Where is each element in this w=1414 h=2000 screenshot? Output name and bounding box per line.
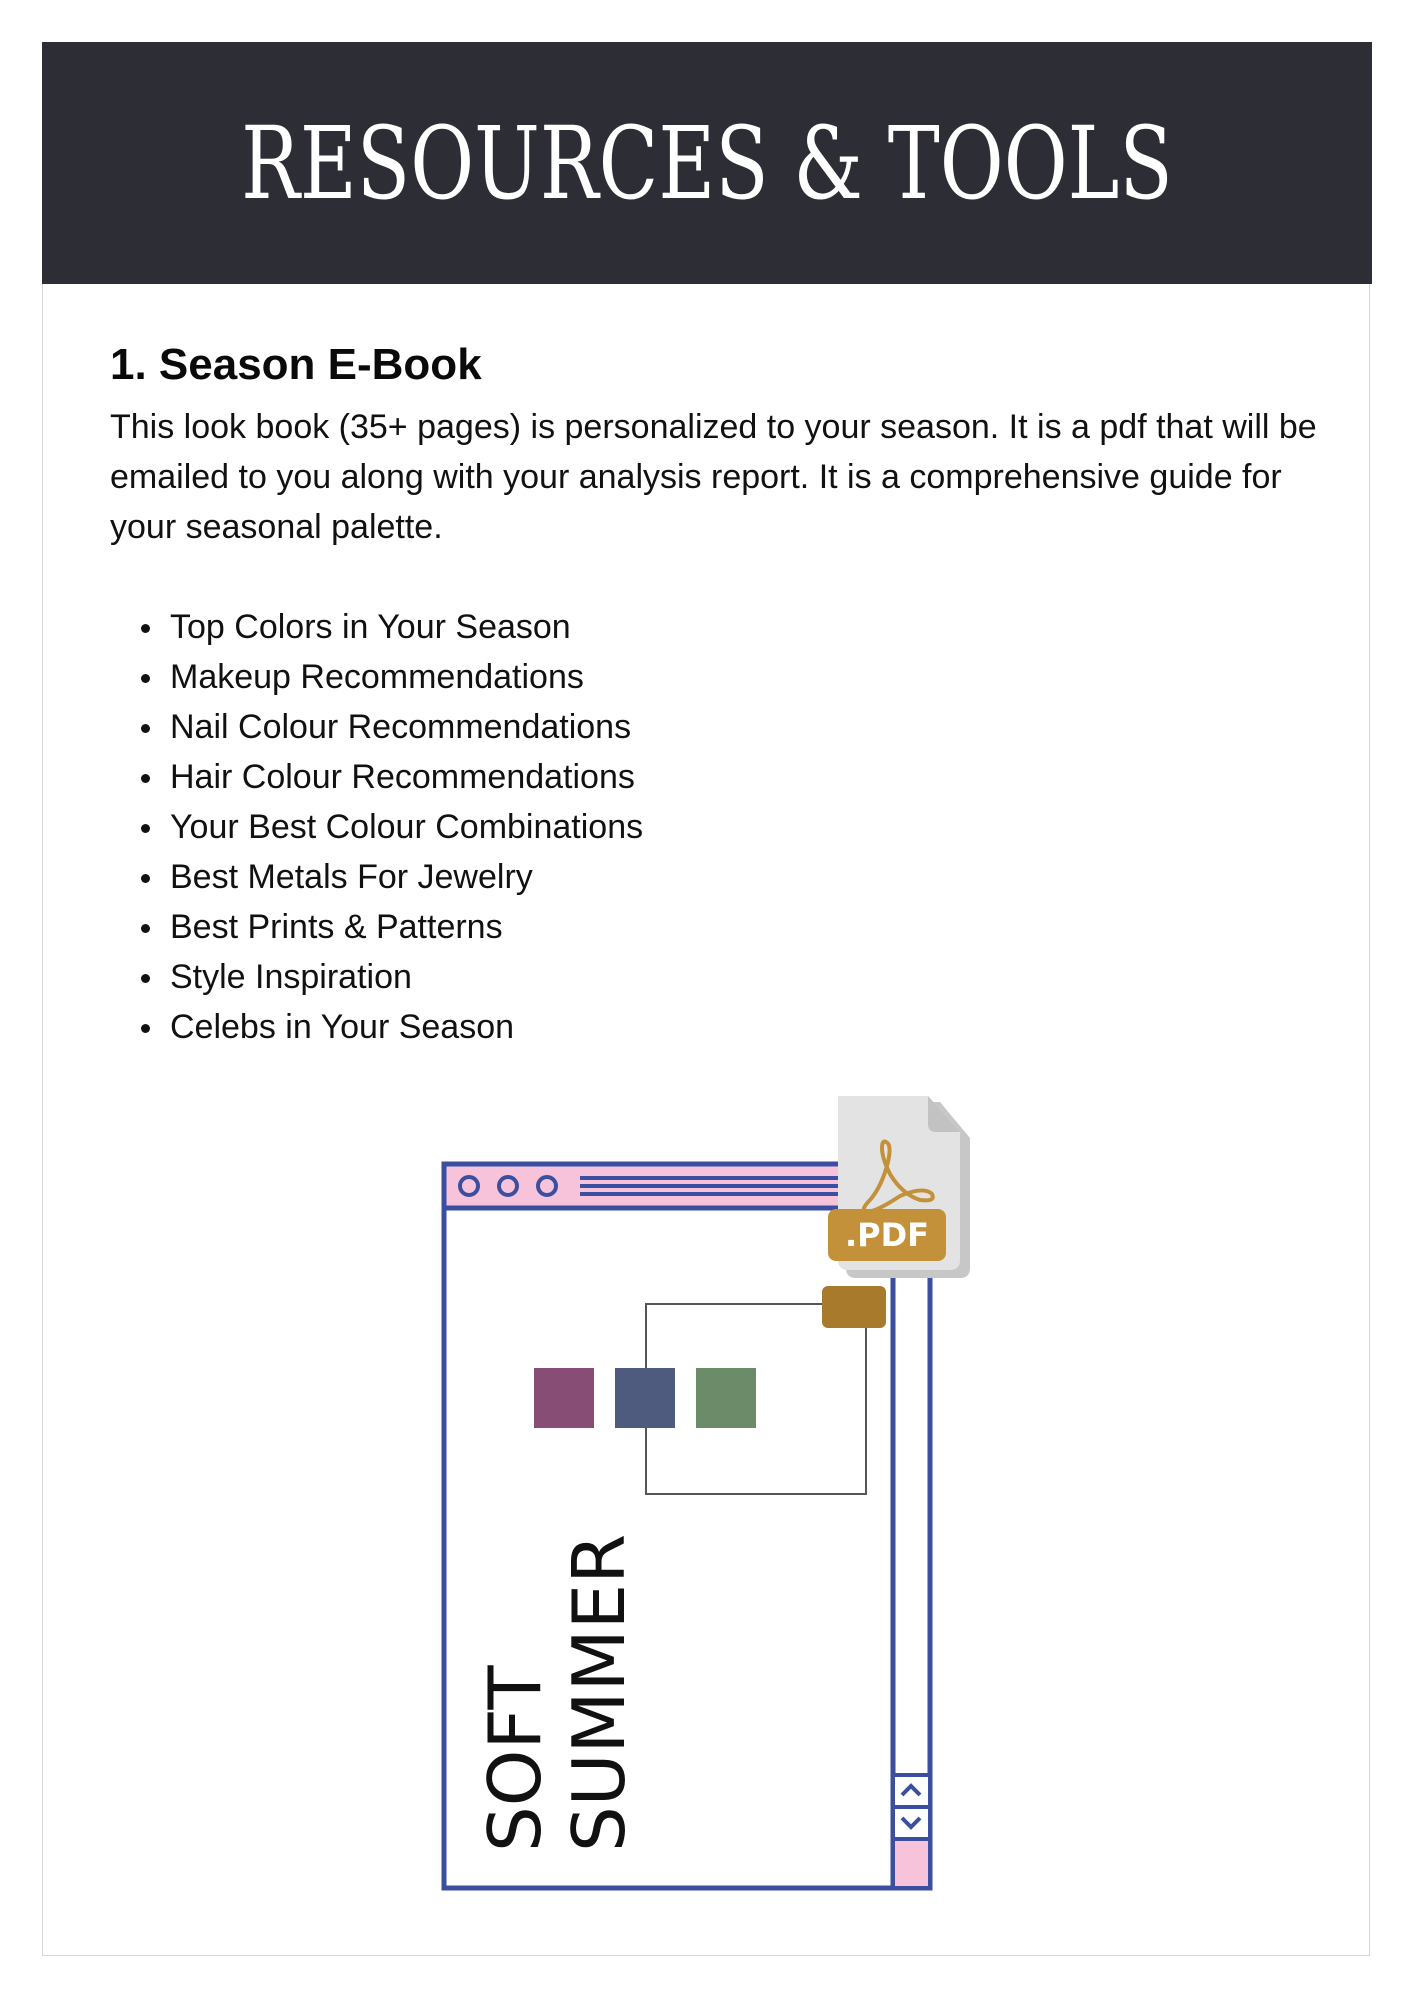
header-banner — [42, 42, 1372, 284]
scroll-down-icon — [893, 1807, 930, 1839]
list-item: Best Prints & Patterns — [170, 902, 643, 952]
list-item: Nail Colour Recommendations — [170, 702, 643, 752]
list-item: Best Metals For Jewelry — [170, 852, 643, 902]
section-title: 1. Season E-Book — [110, 340, 482, 389]
season-word-soft: SOFT — [473, 1665, 557, 1852]
list-item: Your Best Colour Combinations — [170, 802, 643, 852]
page-title: RESOURCES & TOOLS — [241, 104, 1173, 222]
scroll-thumb — [893, 1839, 930, 1888]
section-description: This look book (35+ pages) is personalized to your season. It is a pdf that will be emailed to you along with your analysis report. It is a comprehensive guide for your seasonal palette. — [110, 408, 1317, 546]
season-word-summer: SUMMER — [557, 1533, 641, 1852]
list-item: Hair Colour Recommendations — [170, 752, 643, 802]
swatch-slate-blue — [615, 1368, 675, 1428]
list-item: Top Colors in Your Season — [170, 602, 643, 652]
window-dot-icon — [538, 1177, 556, 1195]
list-item: Celebs in Your Season — [170, 1002, 643, 1052]
swatch-plum — [534, 1368, 594, 1428]
ebook-illustration — [430, 1090, 1070, 1900]
file-type-badge: .PDF — [844, 1216, 930, 1254]
feature-list — [170, 602, 643, 1052]
scroll-up-icon — [893, 1775, 930, 1807]
list-item: Makeup Recommendations — [170, 652, 643, 702]
list-item: Style Inspiration — [170, 952, 643, 1002]
window-dot-icon — [460, 1177, 478, 1195]
swatch-sage — [696, 1368, 756, 1428]
window-dot-icon — [499, 1177, 517, 1195]
